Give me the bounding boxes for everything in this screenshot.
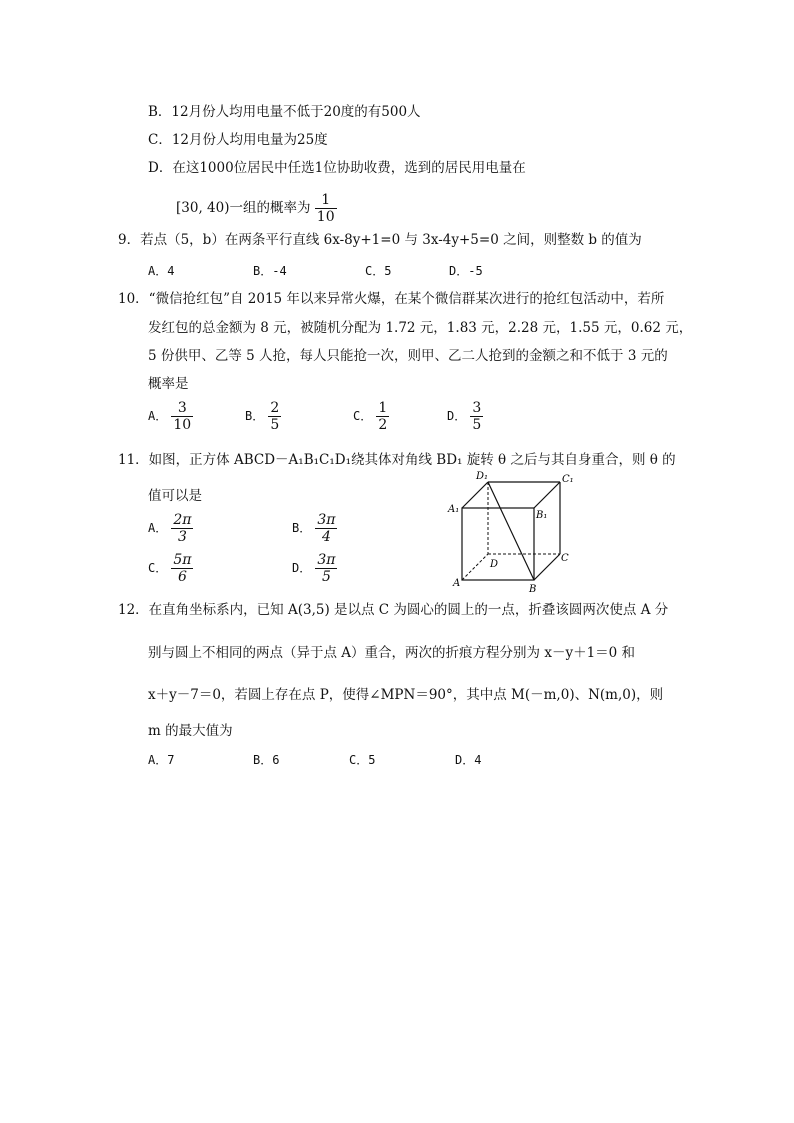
cube-edge-b1c1 [534, 482, 560, 508]
label-c: C [561, 553, 569, 564]
q10-d-num: 3 [472, 400, 482, 416]
q8-interval-text: [30, 40)一组的概率为 [176, 200, 311, 216]
label-c1: C₁ [562, 474, 574, 485]
q11-option-b-label: B． [292, 521, 312, 535]
q12-option-d: D．4 [455, 753, 482, 767]
q10-d-den: 5 [472, 417, 482, 433]
q10-option-b [245, 400, 281, 433]
q10-option-a-label: A． [148, 409, 168, 423]
q10-option-d [447, 400, 483, 433]
q12-stem-line4: m 的最大值为 [148, 723, 233, 739]
q10-a-den: 10 [173, 417, 192, 433]
q10-stem-line2: 发红包的总金额为 8 元，被随机分配为 1.72 元，1.83 元，2.28 元，1.55 元，0.62 元， [148, 320, 693, 336]
q10-stem-line4: 概率是 [148, 376, 189, 392]
q12-option-a: A．7 [148, 753, 175, 767]
q9-option-b: B．-4 [253, 264, 287, 278]
q8-frac-num: 1 [315, 192, 337, 209]
q11-d-num: 3π [317, 552, 336, 568]
label-a1: A₁ [448, 504, 460, 515]
cube-edge-bc [534, 554, 560, 580]
q10-c-num: 1 [378, 400, 388, 416]
q8-frac-den: 10 [316, 209, 335, 225]
q10-option-c-label: C． [353, 409, 373, 423]
q10-stem-line3: 5 份供甲、乙等 5 人抢，每人只能抢一次，则甲、乙二人抢到的金额之和不低于 3 元的 [148, 348, 668, 364]
q11-option-d-label: D． [292, 561, 312, 575]
cube-edge-ad [462, 554, 488, 580]
label-d1: D₁ [476, 471, 489, 482]
cube-edge-a1d1 [462, 482, 488, 508]
q11-option-a [148, 512, 193, 545]
q12-stem-line1: 12．在直角坐标系内，已知 A(3,5) 是以点 C 为圆心的圆上的一点，折叠该圆两次使点 A 分 [118, 602, 669, 618]
q10-b-num: 2 [270, 400, 280, 416]
q12-option-b: B．6 [253, 753, 280, 767]
q8-option-d-cont [176, 192, 337, 225]
q11-c-num: 5π [173, 552, 192, 568]
q11-option-d [292, 552, 337, 585]
q8-option-b: B．12月份人均用电量不低于20度的有500人 [148, 104, 421, 120]
q10-stem-line1: 10．“微信抢红包”自 2015 年以来异常火爆，在某个微信群某次进行的抢红包活动中，若所 [118, 291, 665, 307]
q9-option-c: C．5 [365, 264, 392, 278]
label-b1: B₁ [536, 510, 548, 521]
cube-figure [440, 468, 580, 593]
q11-a-den: 3 [177, 529, 187, 545]
q10-option-d-label: D． [447, 409, 467, 423]
q8-fraction [315, 192, 337, 225]
q11-stem-line1: 11．如图，正方体 ABCD－A₁B₁C₁D₁绕其体对角线 BD₁ 旋转 θ 之后与其自身重合，则 θ 的 [118, 452, 676, 468]
q10-c-den: 2 [378, 417, 388, 433]
q11-b-den: 4 [321, 529, 331, 545]
q11-stem-line2: 值可以是 [148, 488, 202, 504]
q10-a-num: 3 [171, 400, 193, 417]
label-b: B [529, 584, 537, 593]
q12-option-c: C．5 [349, 753, 376, 767]
q11-b-num: 3π [317, 512, 336, 528]
q9-stem: 9．若点（5，b）在两条平行直线 6x-8y+1=0 与 3x-4y+5=0 之间，则整数 b 的值为 [118, 232, 642, 248]
q10-option-b-label: B． [245, 409, 265, 423]
q12-stem-line2: 别与圆上不相同的两点（异于点 A）重合，两次的折痕方程分别为 x－y＋1＝0 和 [148, 645, 636, 661]
q11-c-den: 6 [177, 569, 187, 585]
label-d: D [490, 559, 499, 570]
q11-option-b [292, 512, 337, 545]
label-a: A [453, 578, 461, 589]
q11-option-c [148, 552, 193, 585]
q9-option-a: A．4 [148, 264, 175, 278]
q8-option-c: C．12月份人均用电量为25度 [148, 132, 328, 148]
q11-a-num: 2π [173, 512, 192, 528]
q11-d-den: 5 [321, 569, 331, 585]
q10-option-a [148, 400, 193, 433]
q10-b-den: 5 [270, 417, 280, 433]
q11-option-c-label: C． [148, 561, 168, 575]
q10-option-c [353, 400, 389, 433]
q12-stem-line3: x＋y－7＝0，若圆上存在点 P，使得∠MPN＝90°，其中点 M(－m,0)、N(m,0)，则 [148, 687, 664, 703]
q9-option-d: D．-5 [449, 264, 483, 278]
q11-option-a-label: A． [148, 521, 168, 535]
q8-option-d: D．在这1000位居民中任选1位协助收费，选到的居民用电量在 [148, 160, 526, 176]
